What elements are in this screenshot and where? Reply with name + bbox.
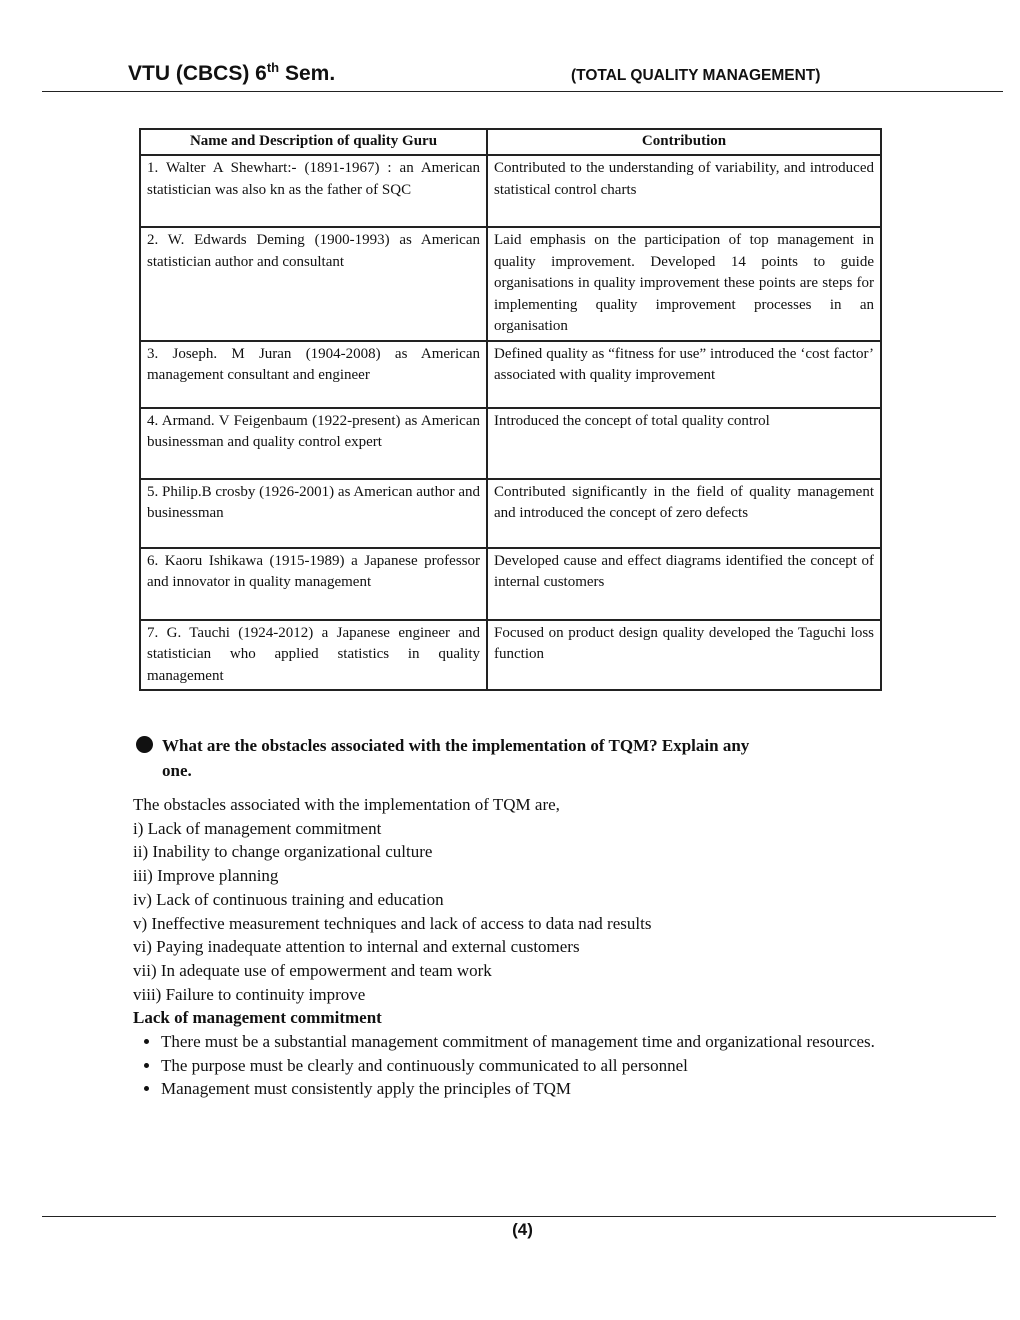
list-item: • The purpose must be clearly and continuously communicated to all personnel [161,1054,893,1078]
table-row [140,620,881,691]
commitment-point-list [133,1030,893,1101]
obstacle-item: ii) Inability to change organizational culture [133,842,433,862]
column-header-contribution: Contribution [487,129,881,155]
obstacle-item: vi) Paying inadequate attention to internal and external customers [133,937,580,957]
guru-description: 7. G. Tauchi (1924-2012) a Japanese engineer and statistician who applied statistics in quality management [140,620,487,691]
guru-description: 1. Walter A Shewhart:- (1891-1967) : an American statistician was also kn as the father of SQC [140,155,487,227]
obstacle-item: i) Lack of management commitment [133,818,382,838]
header-rule [42,91,1003,92]
table-row [140,341,881,408]
question-heading [136,733,886,783]
table-row [140,548,881,620]
guru-contribution: Contributed to the understanding of variability, and introduced statistical control charts [487,155,881,227]
guru-contribution: Contributed significantly in the field of quality management and introduced the concept of zero defects [487,479,881,548]
guru-contribution: Developed cause and effect diagrams identified the concept of internal customers [487,548,881,620]
guru-description: 2. W. Edwards Deming (1900-1993) as American statistician author and consultant [140,227,487,341]
list-item: • There must be a substantial management commitment of management time and organizational resources. [161,1030,893,1054]
guru-description: 4. Armand. V Feigenbaum (1922-present) as American businessman and quality control expert [140,408,487,479]
guru-description: 6. Kaoru Ishikawa (1915-1989) a Japanese professor and innovator in quality management [140,548,487,620]
obstacle-item: iii) Improve planning [133,866,279,886]
section-subheading: Lack of management commitment [133,1008,382,1028]
quality-gurus-table [139,128,882,691]
guru-contribution: Introduced the concept of total quality control [487,408,881,479]
table-row [140,479,881,548]
guru-description: 5. Philip.B crosby (1926-2001) as American author and businessman [140,479,487,548]
column-header-name: Name and Description of quality Guru [140,129,487,155]
subject-title: (TOTAL QUALITY MANAGEMENT) [571,67,821,84]
bullet-icon [136,736,153,753]
obstacle-item: viii) Failure to continuity improve [133,984,366,1004]
guru-contribution: Laid emphasis on the participation of top management in quality improvement. Developed 14 points to guide organisations in quality improvement these points are steps for implementing quality improvement processes in an organisation [487,227,881,341]
course-title-superscript: th [266,60,280,75]
table-row [140,227,881,341]
list-item: • Management must consistently apply the principles of TQM [161,1077,893,1101]
footer-rule [42,1216,996,1217]
guru-description: 3. Joseph. M Juran (1904-2008) as American management consultant and engineer [140,341,487,408]
obstacle-item: iv) Lack of continuous training and education [133,889,444,909]
obstacle-item: vii) In adequate use of empowerment and team work [133,960,492,980]
answer-section [133,793,893,1101]
obstacle-item: v) Ineffective measurement techniques and lack of access to data nad results [133,913,652,933]
table-row [140,408,881,479]
table-header-row [140,129,881,155]
guru-contribution: Focused on product design quality developed the Taguchi loss function [487,620,881,691]
question-line-1: What are the obstacles associated with the implementation of TQM? Explain any [162,736,750,755]
page-number: (4) [512,1220,533,1239]
question-line-2: one. [162,761,192,780]
guru-contribution: Defined quality as “fitness for use” introduced the ‘cost factor’ associated with quality improvement [487,341,881,408]
answer-intro: The obstacles associated with the implementation of TQM are, [133,795,560,814]
course-title: VTU (CBCS) 6th Sem. [128,60,336,85]
table-row [140,155,881,227]
